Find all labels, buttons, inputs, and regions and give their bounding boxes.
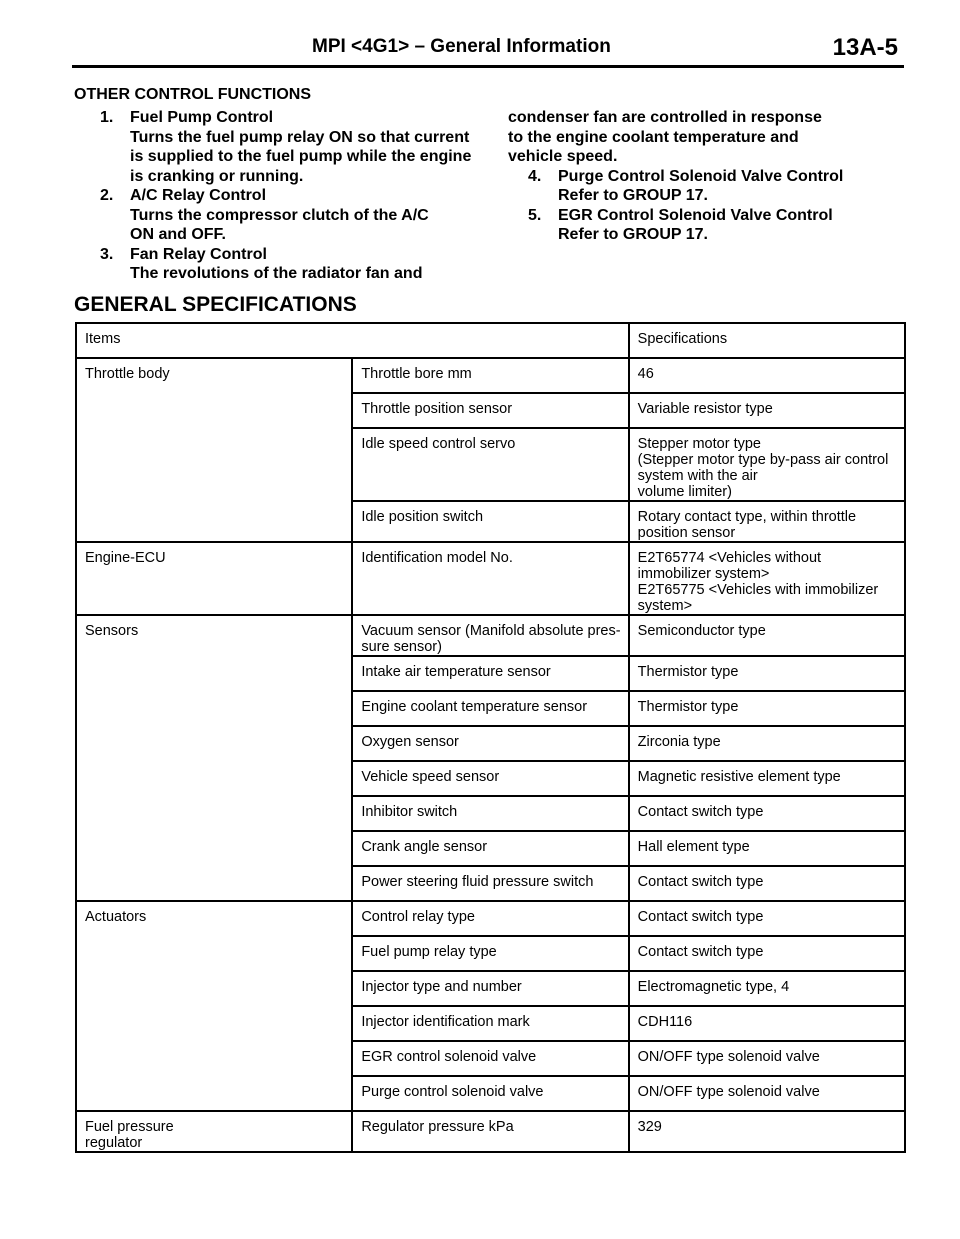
spec-value: Semiconductor type [629, 615, 905, 656]
item-name: Engine coolant temperature sensor [352, 691, 628, 726]
spec-value: Magnetic resistive element type [629, 761, 905, 796]
item-heading: Fan Relay Control [130, 245, 267, 263]
item-name: Idle position switch [352, 501, 628, 542]
table-header-row [76, 323, 905, 358]
header-items: Items [76, 323, 629, 358]
spec-value: 46 [629, 358, 905, 393]
item-number: 2. [100, 187, 114, 204]
item-heading: Purge Control Solenoid Valve Control [558, 167, 844, 185]
group-name: Actuators [76, 901, 352, 1111]
item-heading: A/C Relay Control [130, 187, 267, 204]
page-number: 13A-5 [832, 34, 898, 61]
item-name: Power steering fluid pressure switch [352, 866, 628, 901]
spec-value: Electromagnetic type, 4 [629, 971, 905, 1006]
general-specifications-heading: GENERAL SPECIFICATIONS [74, 293, 357, 316]
spec-value: ON/OFF type solenoid valve [629, 1041, 905, 1076]
spec-value: Contact switch type [629, 901, 905, 936]
header-title: MPI <4G1> – General Information [312, 36, 611, 57]
spec-value: Stepper motor type (Stepper motor type by-pass air control system with the air volume limiter) [629, 428, 905, 501]
item-name: Regulator pressure kPa [352, 1111, 628, 1152]
spec-value: 329 [629, 1111, 905, 1152]
header-rule [72, 65, 904, 68]
spec-value: Variable resistor type [629, 393, 905, 428]
list-item [508, 206, 892, 245]
item-name: Fuel pump relay type [352, 936, 628, 971]
item-name: Injector type and number [352, 971, 628, 1006]
item-text: is cranking or running. [130, 167, 304, 185]
item-name: Idle speed control servo [352, 428, 628, 501]
table-row [76, 542, 905, 615]
item-text: The revolutions of the radiator fan and [130, 265, 423, 282]
spec-value: Contact switch type [629, 866, 905, 901]
spec-value: Zirconia type [629, 726, 905, 761]
item-name: Identification model No. [352, 542, 628, 615]
group-name: Throttle body [76, 358, 352, 542]
list-item [80, 245, 475, 284]
continued-text: to the engine coolant temperature and [508, 128, 799, 146]
item-number: 1. [100, 109, 114, 126]
item-name: Control relay type [352, 901, 628, 936]
list-item [508, 167, 892, 206]
spec-value: ON/OFF type solenoid valve [629, 1076, 905, 1111]
continued-text: condenser fan are controlled in response [508, 109, 822, 126]
item-text: Refer to GROUP 17. [558, 187, 708, 204]
list-item [80, 186, 475, 245]
item-text: Refer to GROUP 17. [558, 226, 708, 243]
item-name: Injector identification mark [352, 1006, 628, 1041]
spec-value: E2T65774 <Vehicles without immobilizer system> E2T65775 <Vehicles with immobilizer system> [629, 542, 905, 615]
table-row [76, 615, 905, 656]
item-name: Intake air temperature sensor [352, 656, 628, 691]
spec-value: Thermistor type [629, 656, 905, 691]
item-name: Vehicle speed sensor [352, 761, 628, 796]
table-row [76, 1111, 905, 1152]
left-column [80, 108, 475, 284]
right-column [508, 108, 892, 245]
group-name: Engine-ECU [76, 542, 352, 615]
item-name: Throttle position sensor [352, 393, 628, 428]
item-name: Throttle bore mm [352, 358, 628, 393]
continued-text: vehicle speed. [508, 148, 618, 165]
item-number: 4. [528, 167, 542, 185]
page-header [72, 34, 904, 66]
item-name: Oxygen sensor [352, 726, 628, 761]
list-item [80, 108, 475, 186]
spec-value: Contact switch type [629, 936, 905, 971]
item-number: 5. [528, 206, 542, 224]
spec-value: Rotary contact type, within throttle position sensor [629, 501, 905, 542]
group-name: Fuel pressure regulator [76, 1111, 352, 1152]
spec-value: Hall element type [629, 831, 905, 866]
item-number: 3. [100, 245, 114, 263]
item-name: Vacuum sensor (Manifold absolute pres- sure sensor) [352, 615, 628, 656]
spec-value: Thermistor type [629, 691, 905, 726]
item-text: Turns the fuel pump relay ON so that current [130, 128, 470, 146]
item-name: Crank angle sensor [352, 831, 628, 866]
item-text: ON and OFF. [130, 226, 226, 243]
item-heading: Fuel Pump Control [130, 109, 274, 126]
table-row [76, 901, 905, 936]
item-name: Inhibitor switch [352, 796, 628, 831]
header-specifications: Specifications [629, 323, 905, 358]
spec-value: Contact switch type [629, 796, 905, 831]
spec-value: CDH116 [629, 1006, 905, 1041]
table-row [76, 358, 905, 393]
item-name: Purge control solenoid valve [352, 1076, 628, 1111]
item-heading: EGR Control Solenoid Valve Control [558, 206, 833, 224]
item-text: Turns the compressor clutch of the A/C [130, 206, 429, 224]
specifications-table [75, 322, 906, 1153]
group-name: Sensors [76, 615, 352, 901]
item-name: EGR control solenoid valve [352, 1041, 628, 1076]
other-control-functions-heading: OTHER CONTROL FUNCTIONS [74, 86, 312, 103]
item-text: is supplied to the fuel pump while the engine [130, 148, 472, 165]
